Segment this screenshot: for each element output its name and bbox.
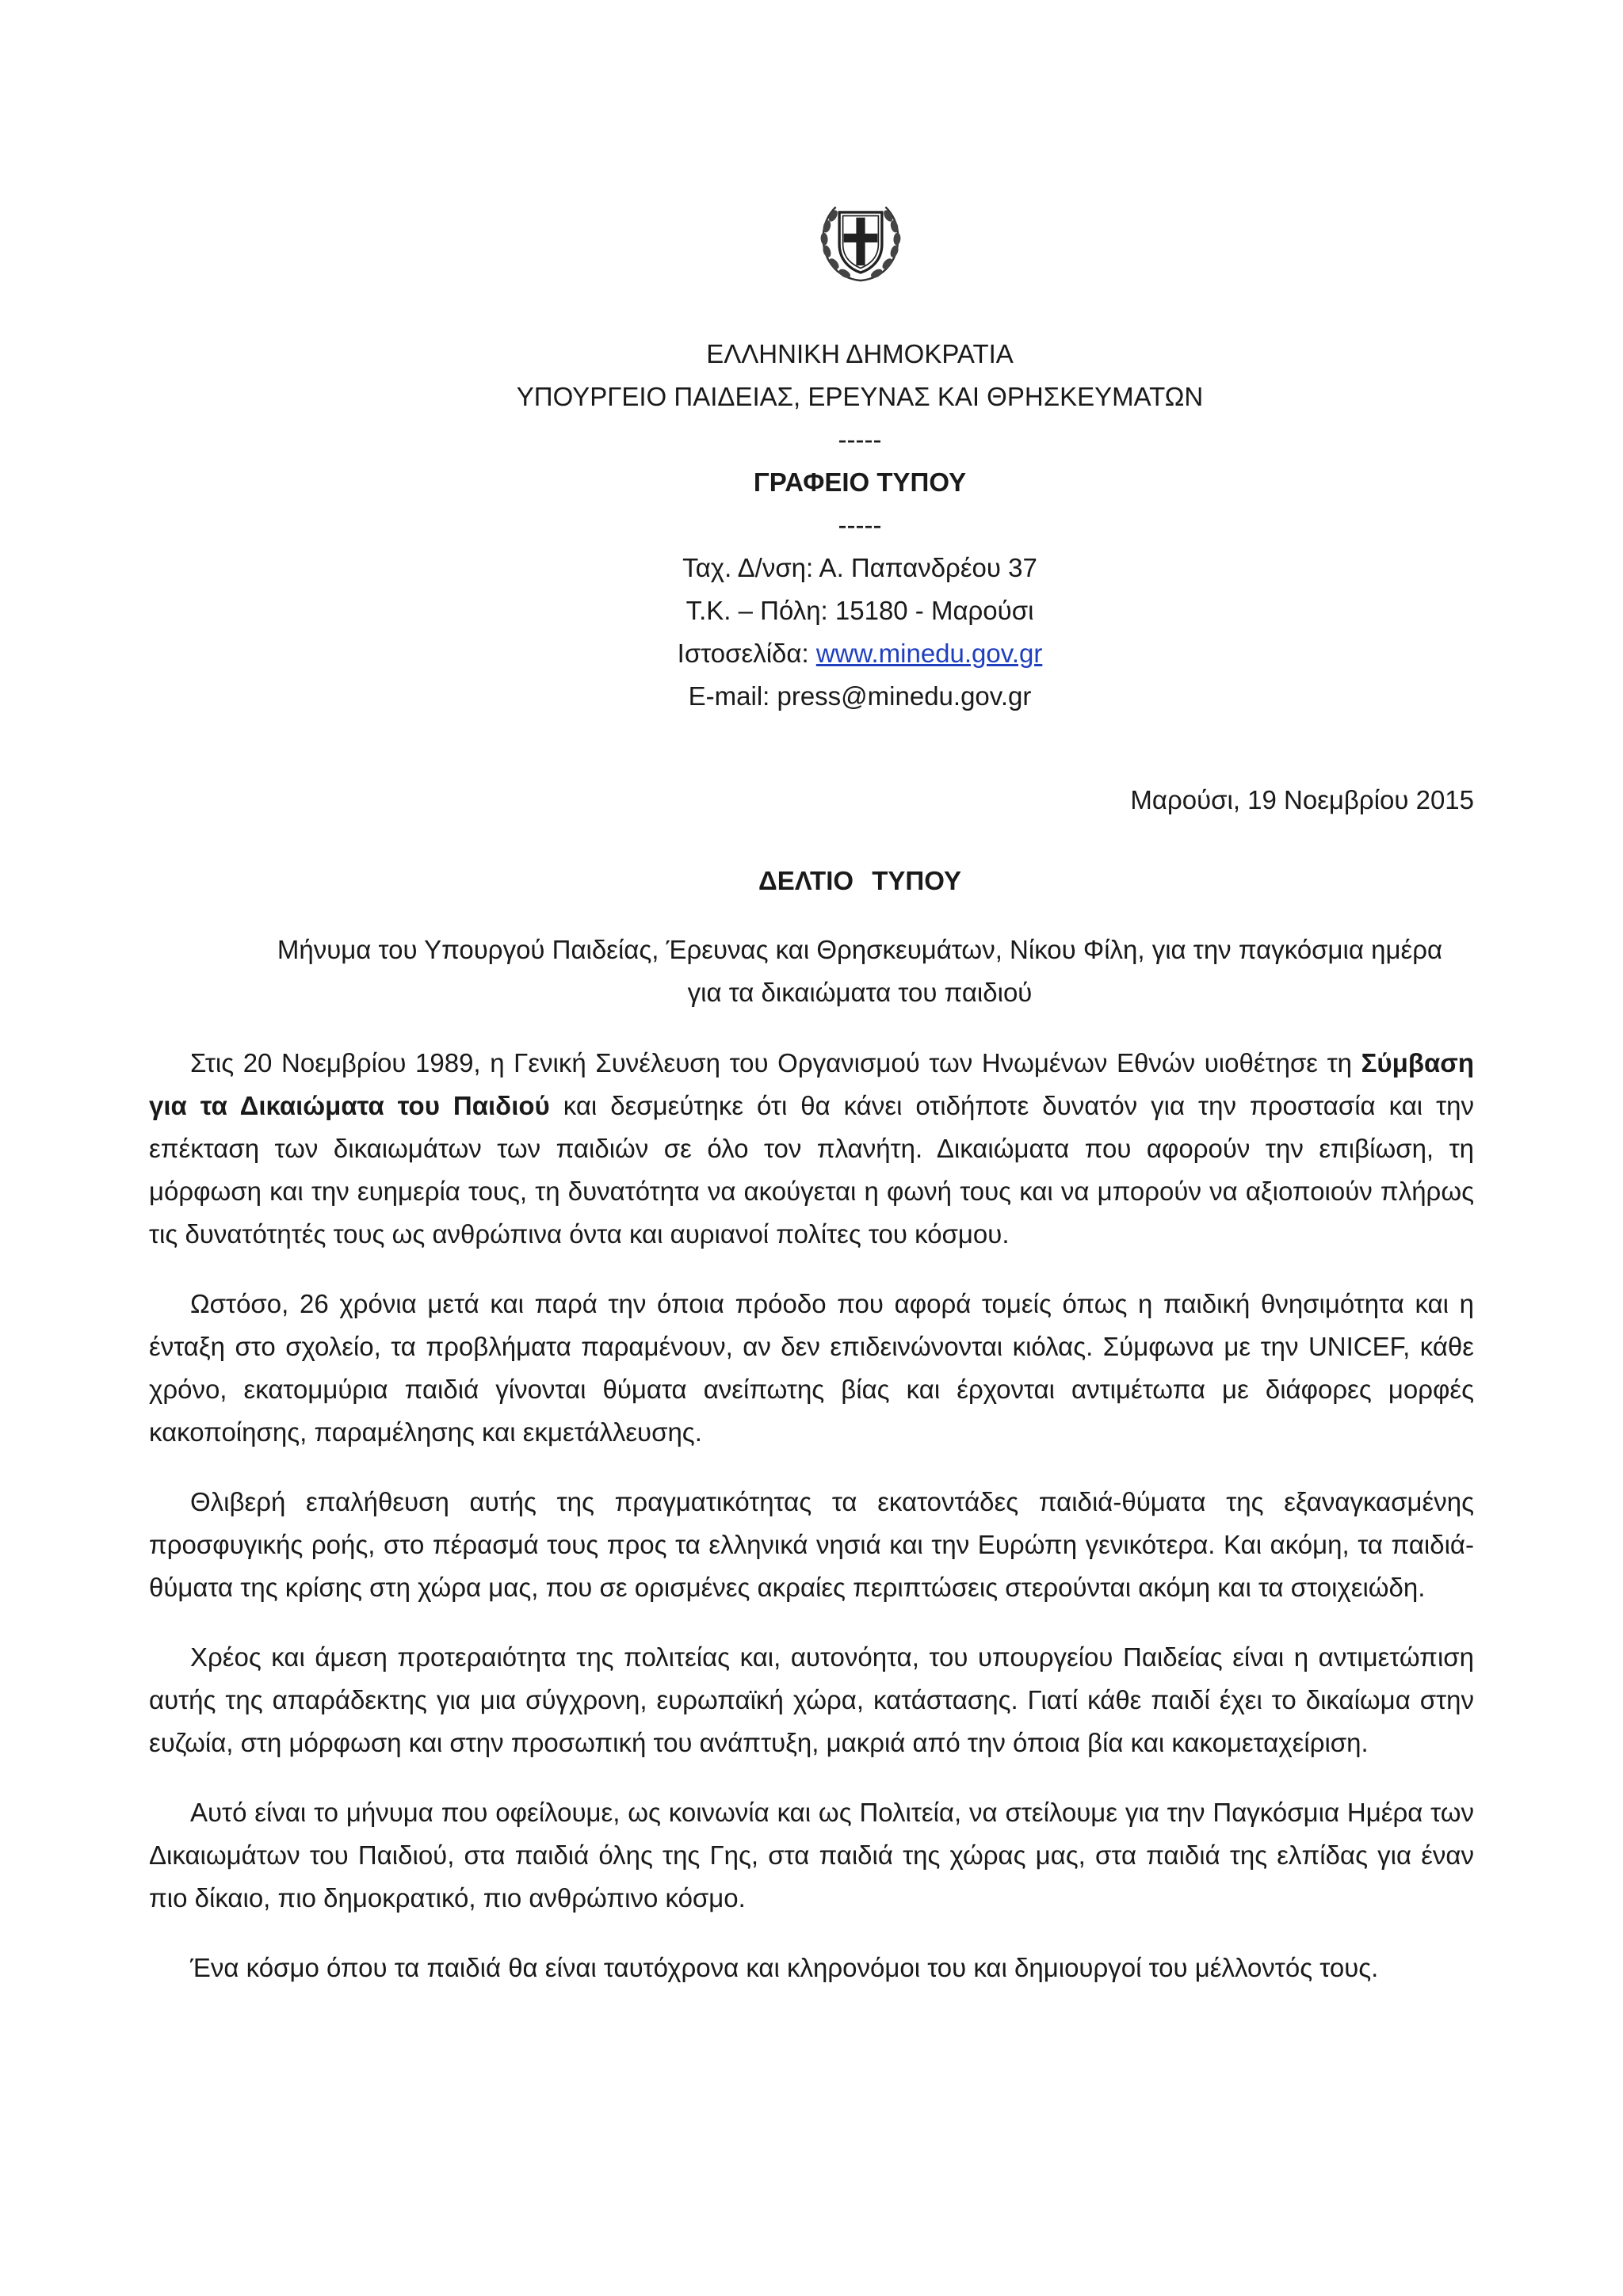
paragraph-6: Ένα κόσμο όπου τα παιδιά θα είναι ταυτόχρονα και κληρονόμοι του και δημιουργοί του μέλλοντός τους. [190, 1953, 1379, 1982]
ministry-name: ΥΠΟΥΡΓΕΙΟ ΠΑΙΔΕΙΑΣ, ΕΡΕΥΝΑΣ ΚΑΙ ΘΡΗΣΚΕΥΜΑΤΩΝ [516, 382, 1204, 411]
convention-name: Σύμβαση για τα Δικαιώματα του Παιδιού [149, 1048, 1474, 1120]
country-name: ΕΛΛΗΝΙΚΗ ΔΗΜΟΚΡΑΤΙΑ [706, 339, 1014, 368]
postal-code-city: Τ.Κ. – Πόλη: 15180 - Μαρούσι [685, 596, 1034, 625]
letterhead [0, 333, 1623, 718]
postal-address: Ταχ. Δ/νση: Α. Παπανδρέου 37 [682, 553, 1037, 582]
press-release-subtitle: Μήνυμα του Υπουργού Παιδείας, Έρευνας και Θρησκευμάτων, Νίκου Φίλη, για την παγκόσμια ημέρα για τα δικαιώματα του παιδιού [277, 935, 1443, 1007]
separator-top: ----- [838, 425, 882, 454]
email-line: E-mail: press@minedu.gov.gr [688, 681, 1032, 711]
paragraph-5: Αυτό είναι το μήνυμα που οφείλουμε, ως κοινωνία και ως Πολιτεία, να στείλουμε για την Παγκόσμια Ημέρα των Δικαιωμάτων του Παιδιού, στα παιδιά όλης της Γης, στα παιδιά της χώρας μας, στα παιδιά της ελπίδας για έναν πιο δίκαιο, πιο δημοκρατικό, πιο ανθρώπινο κόσμο. [149, 1798, 1474, 1913]
press-release-body [149, 1042, 1474, 2016]
coat-of-arms-icon [816, 198, 905, 287]
website-line [0, 632, 1623, 675]
paragraph-3: Θλιβερή επαλήθευση αυτής της πραγματικότητας τα εκατοντάδες παιδιά-θύματα της εξαναγκασμένης προσφυγικής ροής, στο πέρασμά τους προς τα ελληνικά νησιά και την Ευρώπη γενικότερα. Και ακόμη, τα παιδιά- θύματα της κρίσης στη χώρα μας, που σε ορισμένες ακραίες περιπτώσεις στερούνται ακόμη και τα στοιχειώδη. [149, 1487, 1474, 1602]
paragraph-1 [149, 1042, 1474, 1256]
paragraph-4: Χρέος και άμεση προτεραιότητα της πολιτείας και, αυτονόητα, του υπουργείου Παιδείας είναι η αντιμετώπιση αυτής της απαράδεκτης για μια σύγχρονη, ευρωπαϊκή χώρα, κατάστασης. Γιατί κάθε παιδί έχει το δικαίωμα στην ευζωία, στη μόρφωση και στην προσωπική του ανάπτυξη, μακριά από την όποια βία και κακομεταχείριση. [149, 1642, 1474, 1757]
press-release-title: ΔΕΛΤΙΟ ΤΥΠΟΥ [758, 866, 961, 895]
office-name: ΓΡΑΦΕΙΟ ΤΥΠΟΥ [753, 467, 967, 497]
paragraph-1-end: και δεσμεύτηκε ότι θα κάνει οτιδήποτε δυνατόν για την προστασία και την επέκταση των δικαιωμάτων των παιδιών σε όλο τον πλανήτη. Δικαιώματα που αφορούν την επιβίωση, τη μόρφωση και την ευημερία τους, τη δυνατότητα να ακούγεται η φωνή τους και να μπορούν να αξιοποιούν πλήρως τις δυνατότητές τους ως ανθρώπινα όντα και αυριανοί πολίτες του κόσμου. [149, 1091, 1474, 1249]
separator-bottom: ----- [838, 510, 882, 540]
paragraph-1-start: Στις 20 Νοεμβρίου 1989, η Γενική Συνέλευση του Οργανισμού των Ηνωμένων Εθνών υιοθέτησε τη [190, 1048, 1361, 1077]
paragraph-2: Ωστόσο, 26 χρόνια μετά και παρά την όποια πρόοδο που αφορά τομείς όπως η παιδική θνησιμότητα και η ένταξη στο σχολείο, τα προβλήματα παραμένουν, αν δεν επιδεινώνονται κιόλας. Σύμφωνα με την UNICEF, κάθε χρόνο, εκατομμύρια παιδιά γίνονται θύματα ανείπωτης βίας και έρχονται αντιμέτωπα με διάφορες μορφές κακοποίησης, παραμέλησης και εκμετάλλευσης. [149, 1289, 1474, 1447]
website-label: Ιστοσελίδα: [677, 639, 816, 668]
document-date: Μαρούσι, 19 Νοεμβρίου 2015 [1130, 785, 1474, 814]
website-link[interactable]: www.minedu.gov.gr [815, 639, 1043, 668]
